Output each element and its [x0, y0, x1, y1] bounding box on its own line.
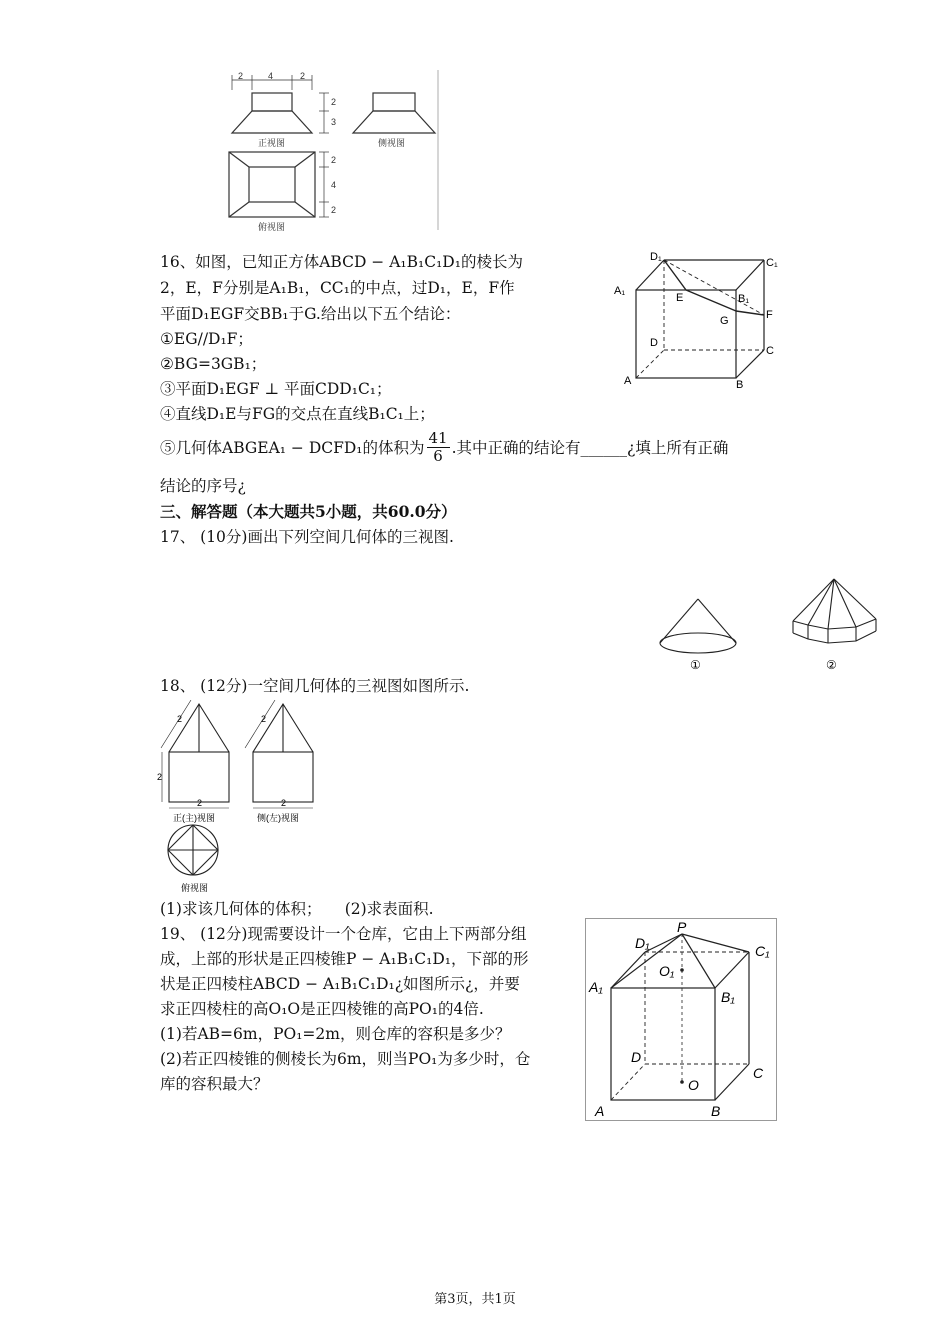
- front-view-label: 正视图: [258, 138, 286, 148]
- q16-cube-figure: [608, 248, 788, 396]
- q16-c5-text-b: .其中正确的结论有______¿填上所有正确: [451, 438, 729, 457]
- top-view-label: 俯视图: [181, 883, 209, 893]
- dim-label: 2: [300, 71, 306, 81]
- q19-line-4: 求正四棱柱的高O₁O是正四棱锥的高PO₁的4倍.: [160, 1000, 484, 1018]
- dim-label: 4: [331, 180, 337, 190]
- q19-warehouse-figure: [585, 918, 777, 1123]
- dim-label: 2: [331, 97, 337, 107]
- label-D1: D₁: [635, 935, 650, 951]
- label-B: B: [736, 379, 744, 391]
- front-view-label: 正(主)视图: [173, 813, 215, 823]
- label-C1: C₁: [766, 257, 778, 269]
- label-C1: C₁: [755, 943, 770, 959]
- label-B1: B₁: [738, 293, 750, 305]
- side-view-label: 侧视图: [378, 138, 406, 148]
- label-C: C: [766, 345, 774, 357]
- fraction-denominator: 6: [433, 447, 443, 465]
- dim-2-front-width: 2: [197, 798, 203, 808]
- q16-line-3: 平面D₁EGF交BB₁于G.给出以下五个结论：: [160, 305, 461, 323]
- q19-line-6: (2)若正四棱锥的侧棱长为6m，则当PO₁为多少时，仓: [160, 1050, 531, 1068]
- label-D1: D₁: [650, 251, 662, 263]
- label-O1: O₁: [659, 963, 675, 979]
- label-F: F: [766, 309, 773, 321]
- label-A1: A₁: [589, 979, 603, 995]
- figure-label-1: ①: [690, 658, 701, 672]
- label-A: A: [624, 375, 632, 387]
- q19-line-7: 库的容积最大？: [160, 1075, 269, 1093]
- fraction-numerator: 41: [428, 429, 448, 447]
- q16-line-1: 16、如图，已知正方体ABCD − A₁B₁C₁D₁的棱长为: [160, 253, 523, 271]
- q16-line-2: 2，E，F分别是A₁B₁，CC₁的中点，过D₁，E，F作: [160, 279, 515, 297]
- label-O: O: [688, 1077, 699, 1093]
- q18-three-views-figure: [155, 700, 320, 896]
- label-B1: B₁: [721, 989, 735, 1005]
- q18-text: 18、 (12分)一空间几何体的三视图如图所示.: [160, 677, 470, 695]
- label-C: C: [753, 1065, 764, 1081]
- q15-three-views-figure: [220, 70, 450, 235]
- dim-2-front-height: 2: [157, 772, 163, 782]
- dim-label: 3: [331, 117, 337, 127]
- q16-line-end: 结论的序号¿: [160, 477, 246, 495]
- dim-2-side-slant: 2: [261, 714, 267, 724]
- figure-label-2: ②: [826, 658, 837, 672]
- label-A1: A₁: [614, 285, 626, 297]
- q16-conclusion-5: [160, 430, 728, 465]
- q16-conclusion-2: ②BG=3GB₁；: [160, 355, 267, 373]
- q16-conclusion-4: ④直线D₁E与FG的交点在直线B₁C₁上；: [160, 405, 435, 423]
- top-view-label: 俯视图: [258, 222, 286, 232]
- label-P: P: [677, 919, 687, 935]
- section-3-heading: 三、解答题（本大题共5小题，共60.0分）: [160, 502, 457, 521]
- label-D: D: [650, 337, 658, 349]
- label-A: A: [595, 1103, 605, 1119]
- q19-line-5: (1)若AB=6m，PO₁=2m，则仓库的容积是多少？: [160, 1025, 511, 1043]
- q16-c5-text-a: ⑤几何体ABGEA₁ − DCFD₁的体积为: [160, 438, 425, 457]
- side-view-label: 侧(左)视图: [257, 813, 299, 823]
- q19-line-3: 状是正四棱柱ABCD − A₁B₁C₁D₁¿如图所示¿，并要: [160, 975, 520, 993]
- dim-label: 2: [238, 71, 244, 81]
- label-B: B: [711, 1103, 721, 1119]
- label-D: D: [631, 1049, 642, 1065]
- dim-label: 2: [331, 205, 337, 215]
- label-G: G: [720, 315, 729, 327]
- q16-conclusion-1: ①EG//D₁F；: [160, 330, 253, 348]
- dim-2-front-slant: 2: [177, 714, 183, 724]
- q17-figures: [650, 575, 890, 675]
- q16-conclusion-3: ③平面D₁EGF ⊥ 平面CDD₁C₁；: [160, 380, 392, 398]
- dim-label: 4: [268, 71, 274, 81]
- page-footer: 第3页，共1页: [434, 1292, 516, 1307]
- q18-parts: (1)求该几何体的体积； (2)求表面积.: [160, 900, 434, 918]
- fraction: [427, 430, 450, 465]
- dim-2-side-width: 2: [281, 798, 287, 808]
- q19-line-1: 19、 (12分)现需要设计一个仓库，它由上下两部分组: [160, 925, 527, 943]
- label-E: E: [676, 292, 684, 304]
- dim-label: 2: [331, 155, 337, 165]
- q19-line-2: 成，上部的形状是正四棱锥P − A₁B₁C₁D₁，下部的形: [160, 950, 529, 968]
- q17-text: 17、 (10分)画出下列空间几何体的三视图.: [160, 528, 454, 546]
